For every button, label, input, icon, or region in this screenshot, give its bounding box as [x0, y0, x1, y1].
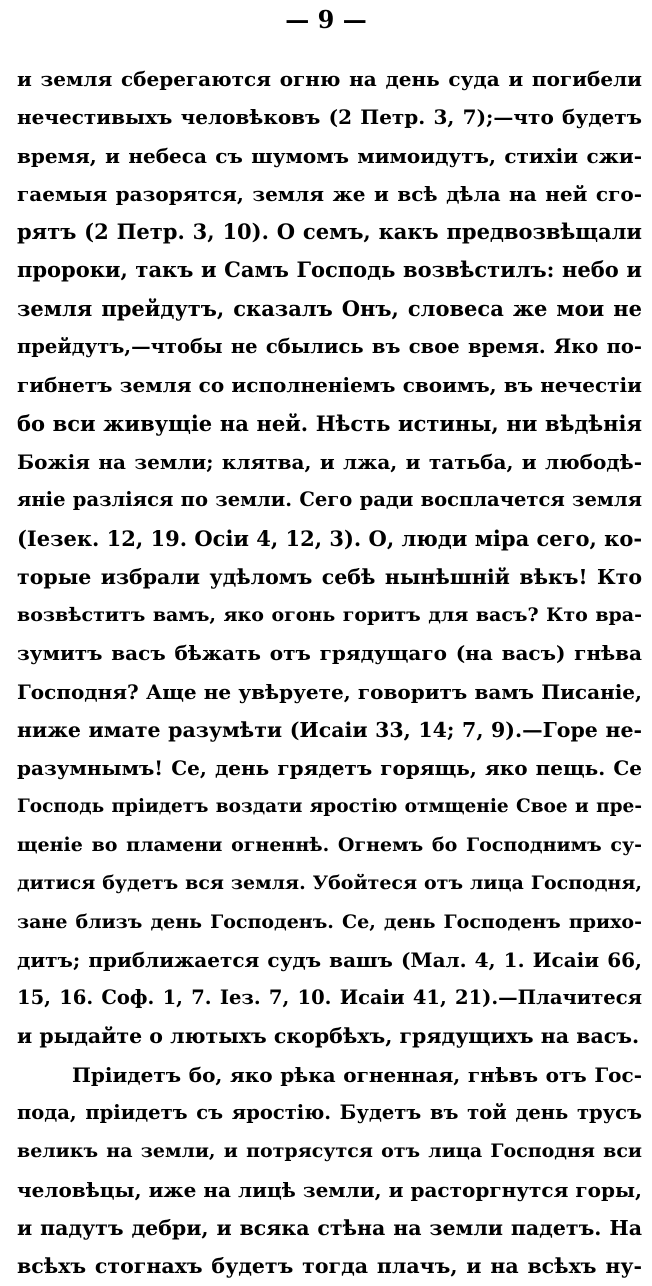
text-line: возвѣститъ вамъ, яко огонь горитъ для васъ? Кто вра-	[17, 604, 642, 627]
text-line: Господь пріидетъ воздати яростію отмщеніе Свое и пре-	[17, 795, 642, 817]
text-line: (Іезек. 12, 19. Осіи 4, 12, 3). О, люди міра сего, ко-	[17, 525, 642, 551]
text-line: 15, 16. Соф. 1, 7. Іез. 7, 10. Исаіи 41, 21).—Плачитеся	[17, 986, 642, 1010]
text-line: время, и небеса съ шумомъ мимоидутъ, стихіи сжи-	[17, 143, 642, 168]
text-line: Господня? Аще не увѣруете, говоритъ вамъ Писаніе,	[17, 679, 642, 704]
text-line: зумитъ васъ бѣжать отъ грядущаго (на васъ) гнѣва	[17, 641, 642, 666]
text-line: торые избрали удѣломъ себѣ нынѣшній вѣкъ! Кто	[17, 564, 642, 589]
paragraph-start-line: Пріидетъ бо, яко рѣка огненная, гнѣвъ отъ Гос-	[72, 1062, 642, 1087]
text-line: нечестивыхъ человѣковъ (2 Петр. 3, 7);—что будетъ	[17, 105, 642, 130]
text-line: зане близъ день Господенъ. Се, день Господенъ прихо-	[17, 910, 642, 933]
text-line: дитъ; приближается судъ вашъ (Мал. 4, 1. Исаіи 66,	[17, 947, 642, 972]
text-line: рятъ (2 Петр. 3, 10). О семъ, какъ предвозвѣщали	[17, 219, 642, 245]
text-line: и падутъ дебри, и всяка стѣна на земли падетъ. На	[17, 1215, 642, 1240]
text-line: гаемыя разорятся, земля же и всѣ дѣла на ней сго-	[17, 181, 642, 206]
text-line: Божія на земли; клятва, и лжа, и татьба, и любодѣ-	[17, 449, 642, 474]
text-line: великъ на земли, и потрясутся отъ лица Господня вси	[17, 1140, 642, 1163]
text-line: ниже имате разумѣти (Исаіи 33, 14; 7, 9).—Горе не-	[17, 718, 642, 743]
text-line: и земля сберегаются огню на день суда и погибели	[17, 67, 642, 91]
text-line: земля прейдутъ, сказалъ Онъ, словеса же мои не	[17, 295, 642, 321]
paragraph-end-line: и рыдайте о лютыхъ скорбѣхъ, грядущихъ на васъ.	[17, 1024, 640, 1049]
page-number: — 9 —	[285, 5, 367, 34]
text-line: яніе разліяся по земли. Сего ради восплачется земля	[17, 488, 642, 512]
text-line: прейдутъ,—чтобы не сбылись въ свое время. Яко по-	[17, 335, 642, 359]
text-line: пророки, такъ и Самъ Господь возвѣстилъ: небо и	[17, 257, 642, 283]
text-line: всѣхъ стогнахъ будетъ тогда плачъ, и на всѣхъ ну-	[17, 1254, 642, 1279]
text-line: гибнетъ земля со исполненіемъ своимъ, въ нечестіи	[17, 373, 642, 398]
text-body	[17, 60, 642, 1286]
text-line: бо вси живущіе на ней. Нѣсть истины, ни вѣдѣнія	[17, 410, 642, 436]
text-line: пода, пріидетъ съ яростію. Будетъ въ той день трусъ	[17, 1101, 642, 1125]
text-line: человѣцы, иже на лицѣ земли, и расторгнутся горы,	[17, 1177, 642, 1202]
text-line: дитися будетъ вся земля. Убойтеся отъ лица Господня,	[17, 872, 642, 895]
text-line: щеніе во пламени огненнѣ. Огнемъ бо Господнимъ су-	[17, 833, 642, 856]
text-line: разумнымъ! Се, день грядетъ горящь, яко пещь. Се	[17, 756, 642, 781]
